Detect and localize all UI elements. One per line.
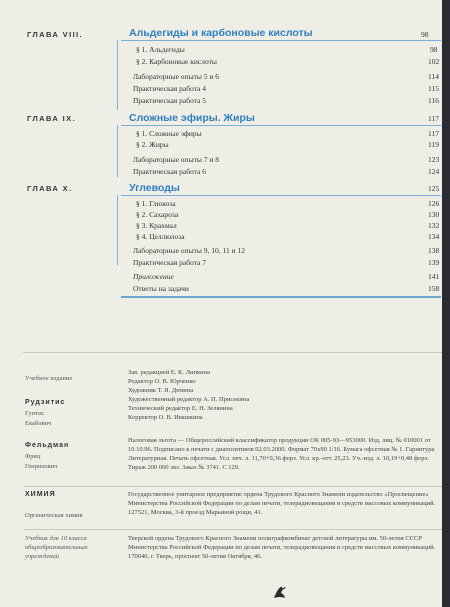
- staff-line: Художественный редактор А. П. Присекина: [128, 396, 250, 403]
- printer-info: Тверской ордена Трудового Красного Знамени полиграфкомбинат детской литературы им. 50-летия СССР Министерства Российской Федерации по делам печати, телерадиовещания и средств массовых коммуникаций. 170040, г. Тверь, проспект 50-летия Октября, 46.: [128, 535, 436, 560]
- toc-item-page: 139: [428, 258, 440, 267]
- toc-item[interactable]: Практическая работа 4: [133, 84, 207, 93]
- chapter-8-vertical-rule: [117, 40, 118, 110]
- scan-edge: [442, 0, 450, 607]
- toc-item[interactable]: Лабораторные опыты 9, 10, 11 и 12: [133, 246, 246, 255]
- book-purpose: Учебник для 10 класса общеобразовательных учреждений: [25, 535, 88, 560]
- chapter-8-label: ГЛАВА VIII.: [27, 30, 84, 39]
- toc-item-page: 116: [428, 96, 439, 105]
- toc-item-page: 126: [428, 199, 440, 208]
- toc-item-page: 130: [428, 210, 440, 219]
- toc-item[interactable]: § 2. Жиры: [136, 140, 169, 149]
- subject-subtitle: Органическая химия: [25, 512, 83, 519]
- author-2-name: Фриц: [25, 453, 41, 460]
- staff-line: Редактор О. В. Юрченко: [128, 378, 196, 385]
- toc-appendix-page: 141: [428, 272, 440, 281]
- publisher-logo-icon: [271, 580, 289, 602]
- tax-and-print-data: Налоговая льгота — Общероссийский классификатор продукции ОК 005-93—953000. Изд. лиц. № 010001 от 10.10.96. Подписано к печати с диапозитивов 02.03.2000. Формат 70x90 1/16. Бумага офсетная № 1. Гарнитура Литературная. Печать офсетная. Усл. печ. л. 11,70+0,36 форз. Усл. кр.-отт. 25,23. Уч.-изд. л. 10,19+0,48 форз. Тираж 200 000 экз. Заказ № 3741. С 129.: [128, 437, 435, 471]
- chapter-9-title[interactable]: Сложные эфиры. Жиры: [129, 112, 255, 124]
- toc-end-rule: [121, 296, 441, 298]
- toc-item-page: 134: [428, 232, 440, 241]
- subject-title: ХИМИЯ: [25, 491, 56, 498]
- chapter-8-title[interactable]: Альдегиды и карбоновые кислоты: [129, 27, 313, 39]
- chapter-10-rule: [121, 195, 441, 196]
- chapter-10-page: 125: [428, 184, 440, 193]
- staff-line: Художник Т. Я. Демина: [128, 387, 194, 394]
- chapter-10-title[interactable]: Углеводы: [129, 182, 180, 194]
- toc-item[interactable]: § 2. Карбоновые кислоты: [136, 57, 217, 66]
- chapter-9-label: ГЛАВА IX.: [27, 114, 77, 123]
- toc-item[interactable]: § 1. Альдегиды: [136, 45, 185, 54]
- toc-item-page: 123: [428, 155, 440, 164]
- toc-item[interactable]: § 4. Целлюлоза: [136, 232, 185, 241]
- chapter-10-label: ГЛАВА X.: [27, 184, 73, 193]
- publisher-info: Государственное унитарное предприятие ордена Трудового Красного Знамени издательство «Просвещение» Министерства Российской Федерации по делам печати, телерадиовещания и средств массовых коммуникаций. 127521, Москва, 3-й проезд Марьиной рощи, 41.: [128, 491, 436, 516]
- toc-item-page: 98: [430, 45, 438, 54]
- toc-item-page: 138: [428, 246, 440, 255]
- toc-item[interactable]: Практическая работа 6: [133, 167, 207, 176]
- toc-answers[interactable]: Ответы на задачи: [133, 284, 189, 293]
- toc-item[interactable]: § 3. Крахмал: [136, 221, 177, 230]
- toc-item[interactable]: § 2. Сахароза: [136, 210, 179, 219]
- staff-line: Корректор О. В. Ивашкина: [128, 414, 203, 421]
- toc-item-page: 114: [428, 72, 439, 81]
- toc-item-page: 124: [428, 167, 440, 176]
- toc-item[interactable]: Практическая работа 7: [133, 258, 207, 267]
- chapter-9-vertical-rule: [117, 125, 118, 177]
- toc-item[interactable]: Практическая работа 5: [133, 96, 207, 105]
- staff-line: Технический редактор Е. Н. Зелянина: [128, 405, 233, 412]
- imprint-top-rule: [23, 352, 450, 353]
- chapter-9-page: 117: [428, 114, 439, 123]
- author-2-patronymic: Генрихович: [25, 463, 58, 470]
- staff-list: [128, 368, 428, 422]
- author-1-name: Гунтис: [25, 410, 45, 417]
- author-1-surname: Рудзитис: [25, 399, 66, 406]
- toc-item-page: 132: [428, 221, 440, 230]
- toc-appendix[interactable]: Приложение: [133, 272, 174, 281]
- toc-item-page: 117: [428, 129, 439, 138]
- toc-answers-page: 158: [428, 284, 440, 293]
- chapter-8-rule: [121, 40, 441, 41]
- author-1-patronymic: Екабович: [25, 420, 52, 427]
- toc-item[interactable]: Лабораторные опыты 7 и 8: [133, 155, 220, 164]
- imprint-rule-2: [23, 486, 450, 487]
- author-2-surname: Фельдман: [25, 442, 70, 449]
- imprint-rule-3: [23, 529, 450, 530]
- toc-item-page: 119: [428, 140, 439, 149]
- chapter-8-page: 98: [421, 30, 429, 39]
- toc-item[interactable]: § 1. Сложные эфиры: [136, 129, 202, 138]
- toc-item[interactable]: Лабораторные опыты 5 и 6: [133, 72, 220, 81]
- toc-item-page: 102: [428, 57, 440, 66]
- chapter-9-rule: [121, 125, 441, 126]
- staff-line: Зав. редакцией Е. К. Липкина: [128, 369, 210, 376]
- chapter-10-vertical-rule: [117, 195, 118, 265]
- toc-item-page: 115: [428, 84, 439, 93]
- edition-type: Учебное издание: [25, 375, 73, 382]
- toc-item[interactable]: § 1. Глюкоза: [136, 199, 176, 208]
